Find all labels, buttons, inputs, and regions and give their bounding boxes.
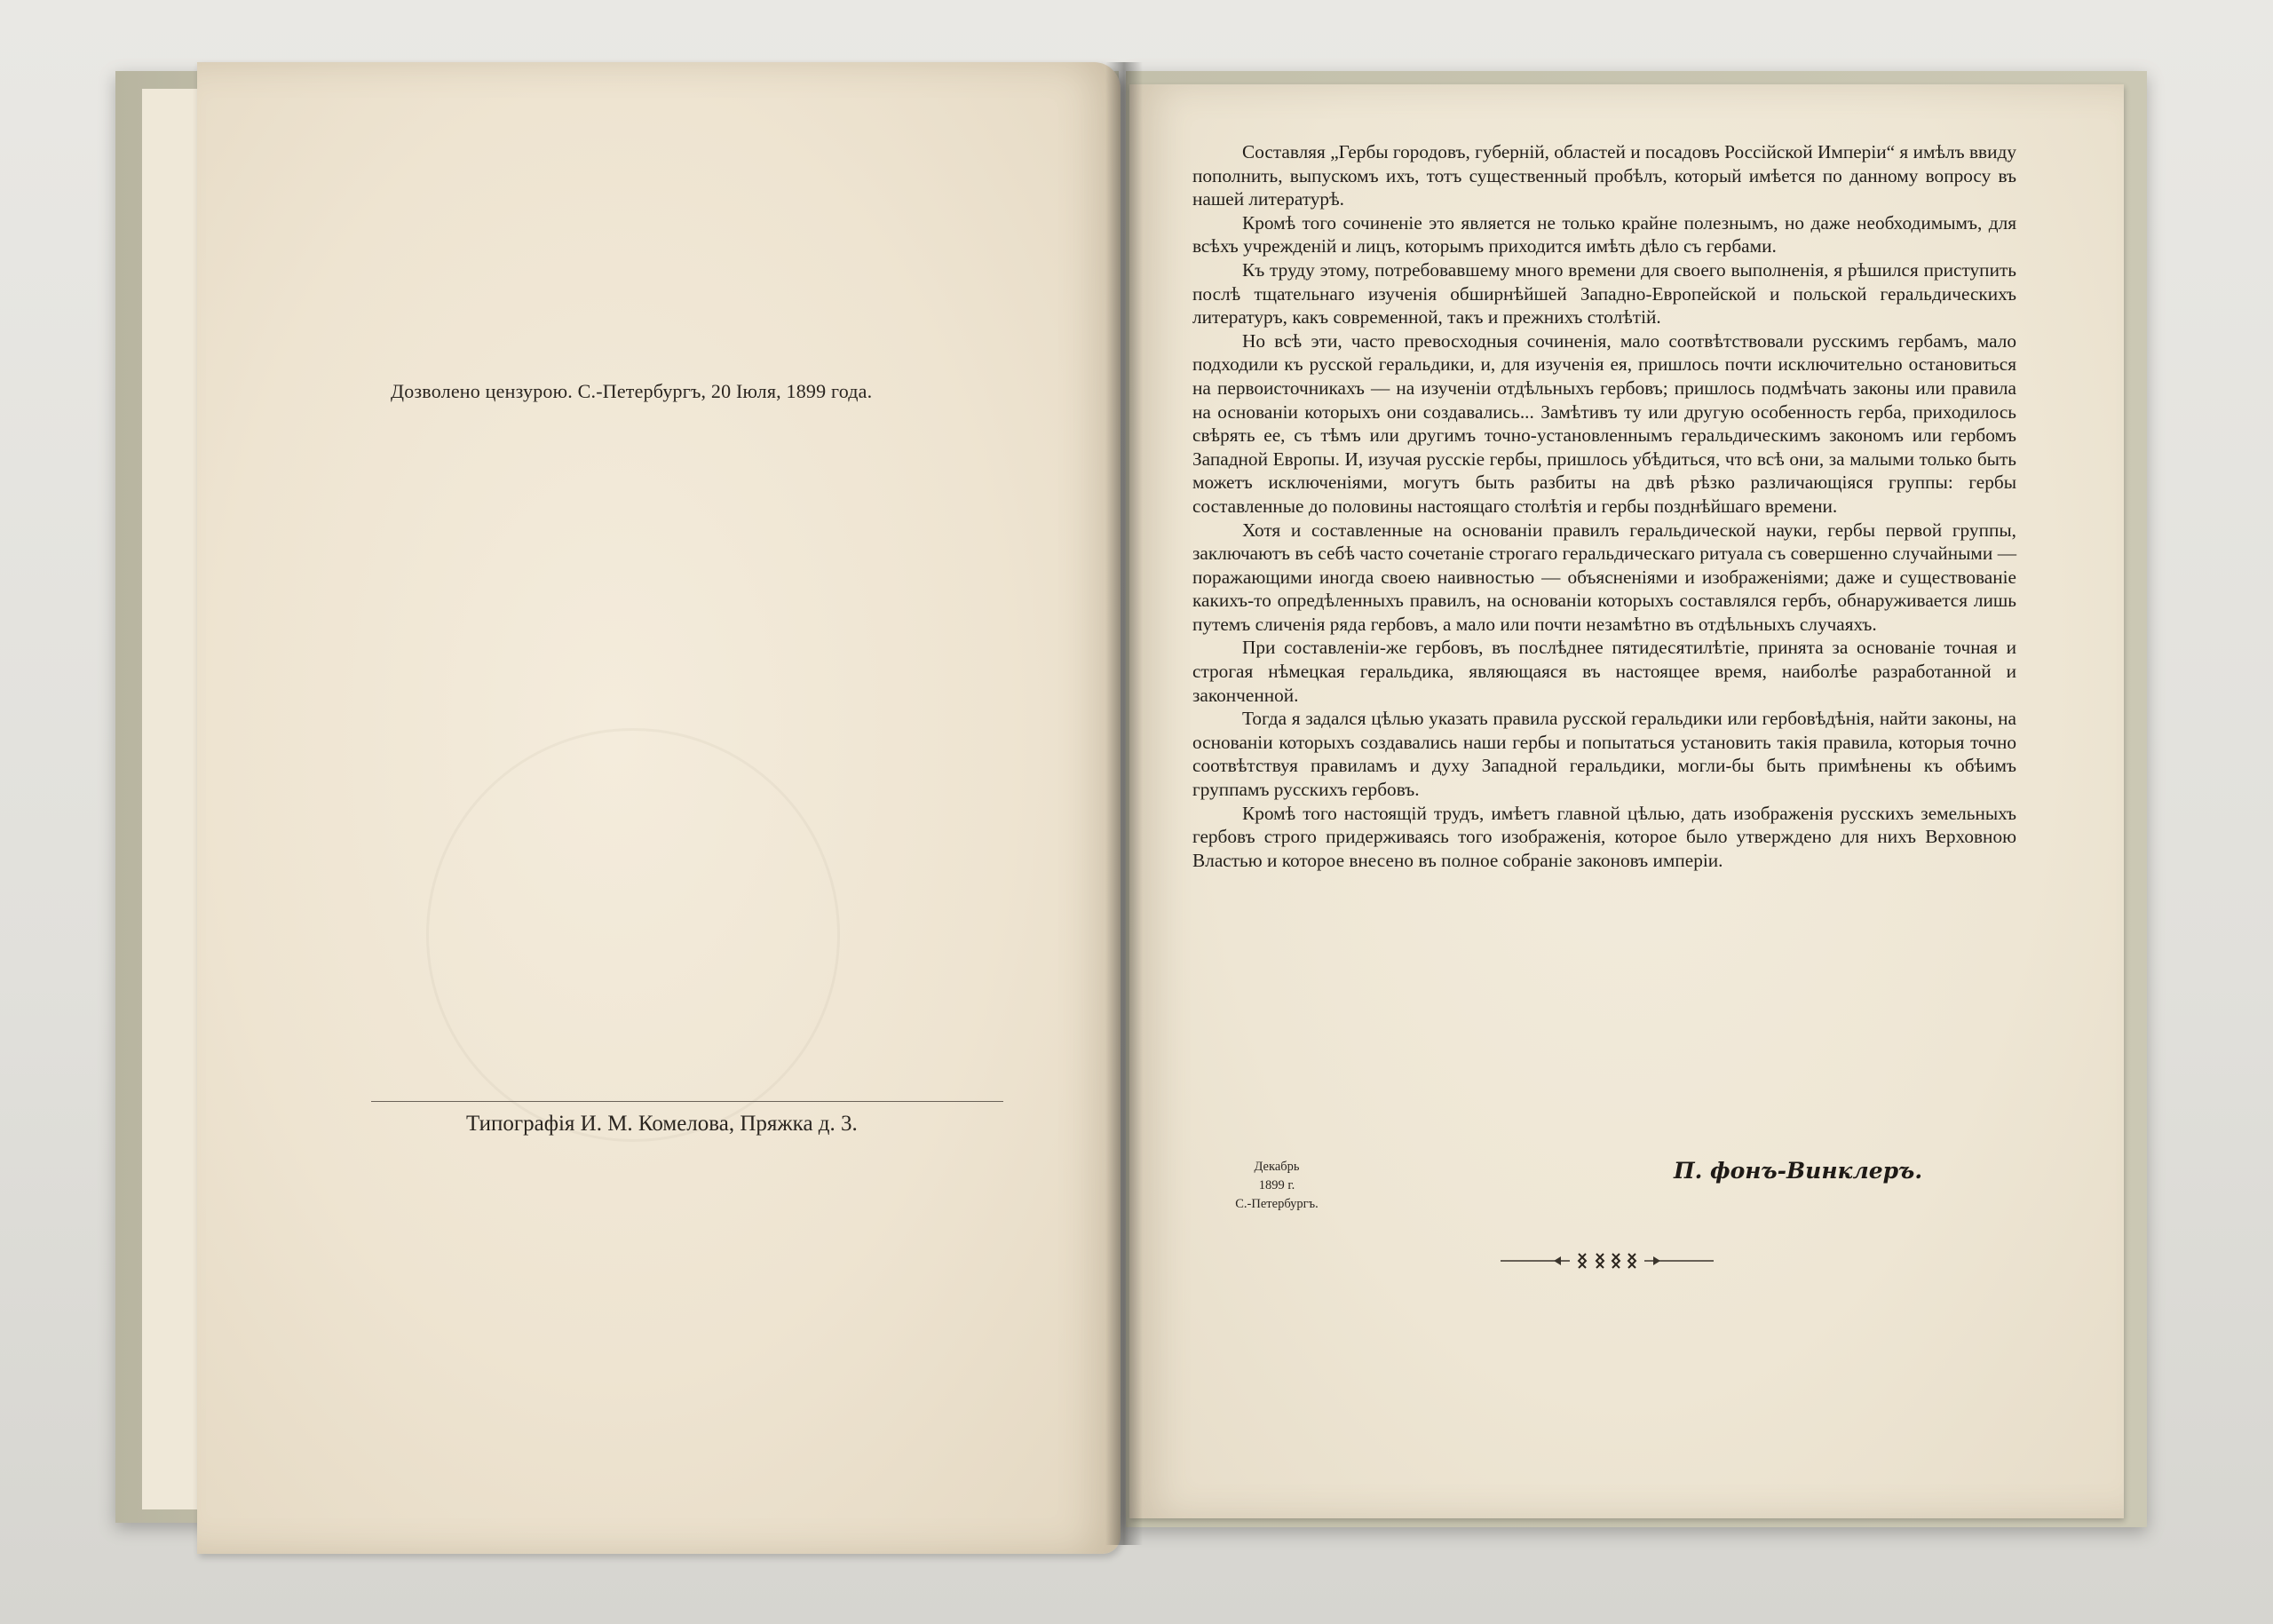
paragraph: Но всѣ эти, часто превосходныя сочиненія, мало соотвѣтствовали русскимъ гербамъ, мало подходили къ русской геральдики, и, для изученія ея, пришлось почти исключительно остановиться на первоисточникахъ — на изученіи отдѣльныхъ гербовъ; пришлось подмѣчать законы или правила на основаніи которыхъ они создавались... Замѣтивъ ту или другую особенность герба, приходилось свѣрять ее, съ тѣмъ или другимъ точно-установленнымъ геральдическимъ закономъ или гербомъ Западной Европы. И, изучая русскіе гербы, пришлось убѣдиться, что всѣ они, за малыми только быть можетъ исключеніями, могутъ быть разбиты на двѣ рѣзко различающіяся группы: гербы составленные до половины настоящаго столѣтія и гербы позднѣйшаго времени.: [1192, 329, 2016, 517]
paragraph: Кромѣ того сочиненіе это является не только крайне полезнымъ, но даже необходимымъ, для всѣхъ учрежденій и лицъ, которымъ приходится имѣть дѣло съ гербами.: [1192, 211, 2016, 257]
printer-imprint: Типографія И. М. Комелова, Пряжка д. 3.: [466, 1112, 858, 1136]
date-year: 1899 г.: [1258, 1178, 1295, 1192]
preface-text: [1192, 140, 2016, 872]
author-signature: П. фонъ-Винклеръ.: [1674, 1158, 1923, 1184]
date-month: Декабрь: [1254, 1160, 1300, 1174]
divider-rule: [371, 1101, 1003, 1102]
paragraph: При составленіи-же гербовъ, въ послѣднее пятидесятилѣтіе, принята за основаніе точная и строгая нѣмецкая геральдика, являющаяся въ настоящее время, наиболѣе разработанной и законченной.: [1192, 637, 2016, 706]
show-through-emblem: [426, 728, 840, 1142]
paragraph: Хотя и составленные на основаніи правилъ геральдической науки, гербы первой группы, заключаютъ въ себѣ часто сочетаніе строгаго геральдическаго ритуала съ совершенно случайными — поражающими иногда своею наивностью — объясненіями и изображеніями; даже и существованіе какихъ-то опредѣленныхъ правилъ, на основаніи которыхъ составлялся гербъ, обнаруживается лишь путемъ сличенія ряда гербовъ, а мало или почти незамѣтно въ отдѣльныхъ случаяхъ.: [1192, 519, 2016, 635]
ornament-divider-icon: [1501, 1245, 1714, 1277]
book-spine-gutter: [1105, 62, 1143, 1545]
paragraph: Кромѣ того настоящій трудъ, имѣетъ главной цѣлью, дать изображенія русскихъ земельныхъ гербовъ строго придерживаясь того изображенія, которое было утверждено для нихъ Верховною Властью и которое внесено въ полное собраніе законовъ имперіи.: [1192, 802, 2016, 871]
paragraph: Тогда я задался цѣлью указать правила русской геральдики или гербовѣдѣнія, найти законы, на основаніи которыхъ создавались наши гербы и попытаться установить такія правила, которыя точно соотвѣтствуя правиламъ и духу Западной геральдики, могли-бы быть примѣнены къ обѣимъ группамъ русскихъ гербовъ.: [1192, 708, 2016, 801]
paragraph: Составляя „Гербы городовъ, губерній, областей и посадовъ Россійской Имперіи“ я имѣлъ ввиду пополнить, выпускомъ ихъ, тотъ существенный пробѣлъ, который имѣется по данному вопросу въ нашей литературѣ.: [1192, 141, 2016, 210]
date-place-block: [1215, 1158, 1339, 1214]
paragraph: Къ труду этому, потребовавшему много времени для своего выполненія, я рѣшился приступить послѣ тщательнаго изученія обширнѣйшей Западно-Европейской и польской геральдическихъ литературъ, какъ современной, такъ и прежнихъ столѣтій.: [1192, 258, 2016, 329]
censorship-note: Дозволено цензурою. С.-Петербургъ, 20 Іюля, 1899 года.: [391, 380, 873, 402]
place: С.-Петербургъ.: [1235, 1197, 1319, 1211]
